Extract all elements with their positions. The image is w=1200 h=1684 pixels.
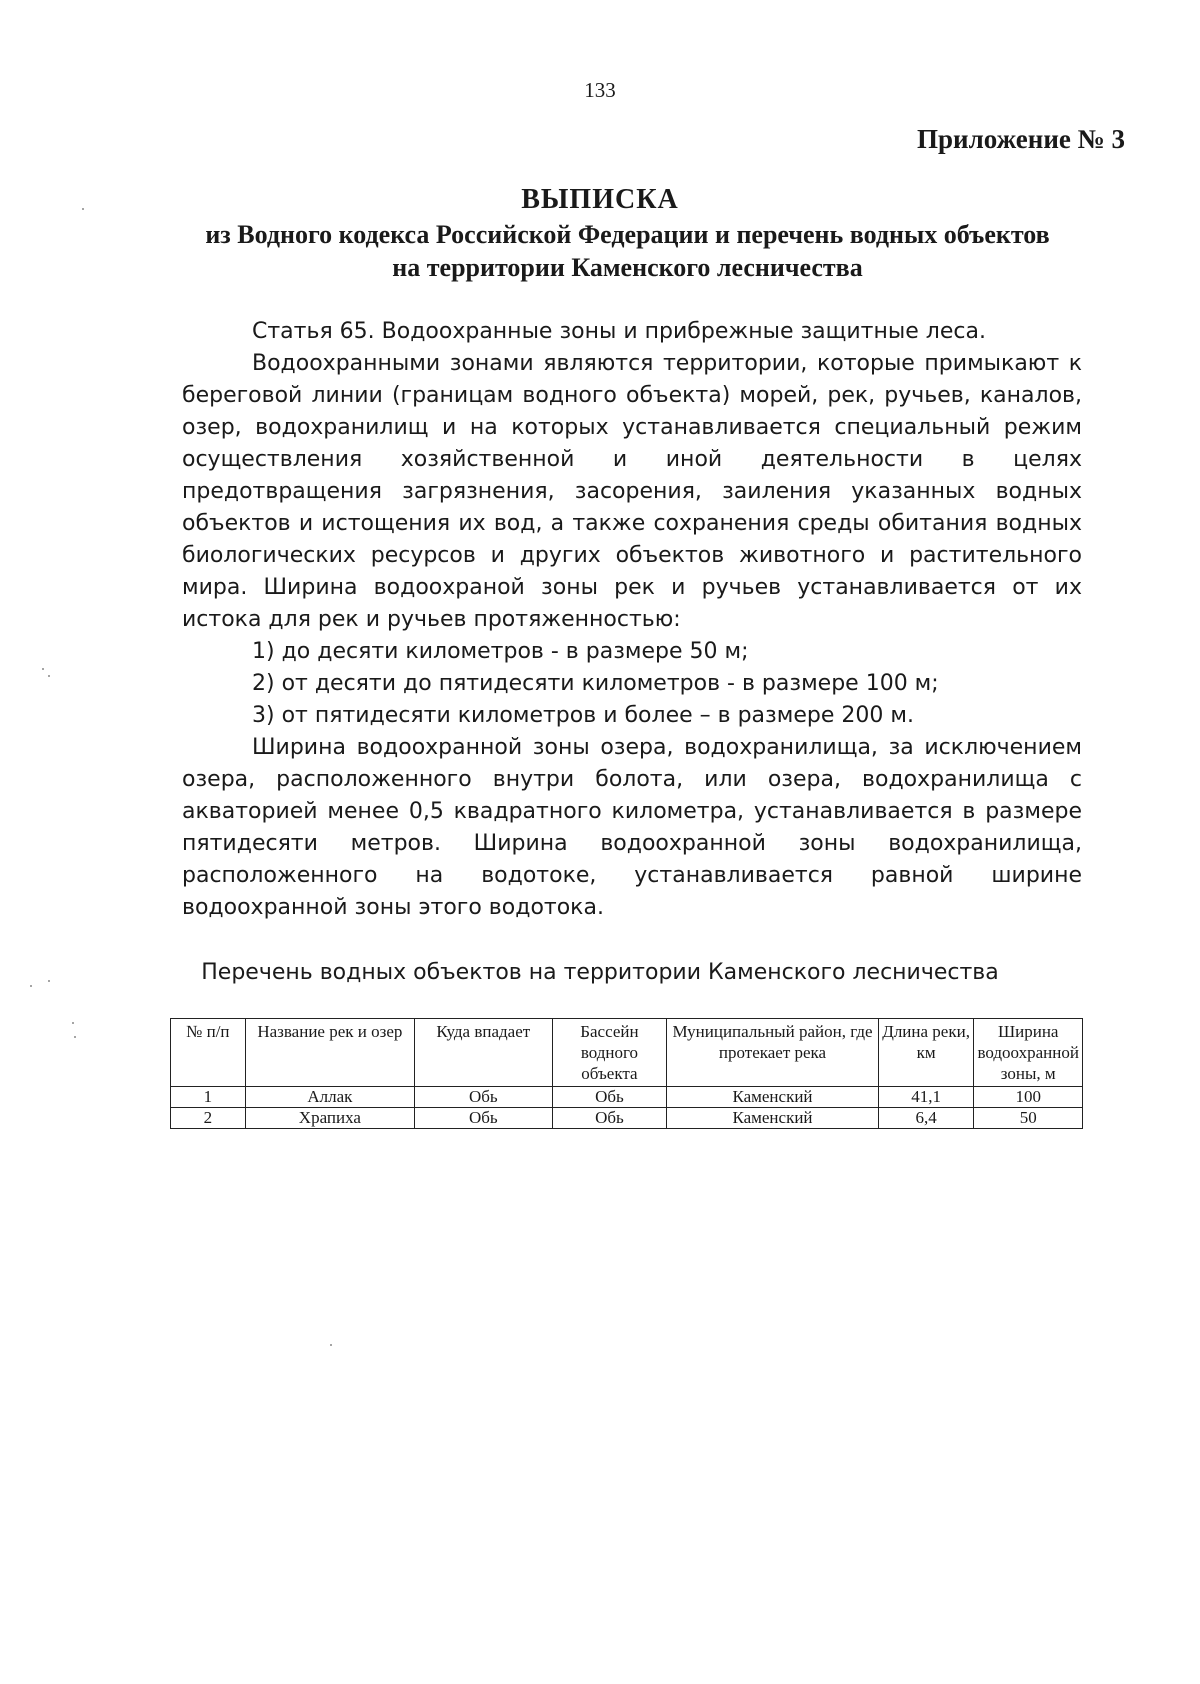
scan-speck	[74, 1036, 76, 1038]
header-basin: Бассейн водного объекта	[552, 1019, 667, 1087]
cell-zone-width: 100	[974, 1087, 1083, 1108]
cell-district: Каменский	[667, 1108, 878, 1129]
cell-district: Каменский	[667, 1087, 878, 1108]
cell-length: 6,4	[878, 1108, 974, 1129]
scan-speck	[48, 675, 50, 677]
cell-basin: Обь	[552, 1108, 667, 1129]
table-row	[171, 1087, 1083, 1108]
scan-speck	[72, 1022, 74, 1024]
header-flows-into: Куда впадает	[415, 1019, 553, 1087]
document-title: ВЫПИСКА	[521, 184, 679, 215]
appendix-label: Приложение № 3	[917, 124, 1125, 154]
article-heading: Статья 65. Водоохранные зоны и прибрежные защитные леса.	[252, 319, 986, 344]
document-subtitle	[160, 218, 1095, 284]
page-number: 133	[584, 78, 616, 102]
cell-name: Храпиха	[245, 1108, 414, 1129]
header-district: Муниципальный район, где протекает река	[667, 1019, 878, 1087]
list-item-3: 3) от пятидесяти километров и более – в размере 200 м.	[252, 703, 914, 728]
paragraph-2: Ширина водоохранной зоны озера, водохранилища, за исключением озера, расположенного внутри болота, или озера, водохранилища с акваторией менее 0,5 квадратного километра, устанавливается в размере пятидесяти метров. Ширина водоохранной зоны водохранилища, расположенного на водотоке, устанавливается равной ширине водоохранной зоны этого водотока.	[182, 735, 1082, 920]
water-objects-table	[170, 1018, 1083, 1129]
paragraph-1: Водоохранными зонами являются территории, которые примыкают к береговой линии (границам водного объекта) морей, рек, ручьев, каналов, озер, водохранилищ и на которых устанавливается специальный режим осуществления хозяйственной и иной деятельности в целях предотвращения загрязнения, засорения, заиления указанных водных объектов и истощения их вод, а также сохранения среды обитания водных биологических ресурсов и других объектов животного и растительного мира. Ширина водоохраной зоны рек и ручьев устанавливается от их истока для рек и ручьев протяженностью:	[182, 351, 1082, 632]
header-number: № п/п	[171, 1019, 246, 1087]
cell-number: 2	[171, 1108, 246, 1129]
header-length: Длина реки, км	[878, 1019, 974, 1087]
cell-basin: Обь	[552, 1087, 667, 1108]
list-item-2: 2) от десяти до пятидесяти километров - в размере 100 м;	[252, 671, 939, 696]
scan-speck	[42, 668, 44, 670]
scan-speck	[48, 980, 50, 982]
cell-length: 41,1	[878, 1087, 974, 1108]
subtitle-line-1: из Водного кодекса Российской Федерации и перечень водных объектов	[205, 220, 1050, 249]
list-item-1: 1) до десяти километров - в размере 50 м;	[252, 639, 749, 664]
table-header-row	[171, 1019, 1083, 1087]
table-row	[171, 1108, 1083, 1129]
scan-speck	[30, 985, 32, 987]
cell-number: 1	[171, 1087, 246, 1108]
header-name: Название рек и озер	[245, 1019, 414, 1087]
header-zone-width: Ширина водоохранной зоны, м	[974, 1019, 1083, 1087]
article-body	[182, 316, 1082, 924]
subtitle-line-2: на территории Каменского лесничества	[392, 253, 863, 282]
cell-flows-into: Обь	[415, 1087, 553, 1108]
scan-speck	[82, 208, 84, 210]
scan-speck	[330, 1344, 332, 1346]
cell-name: Аллак	[245, 1087, 414, 1108]
table-title: Перечень водных объектов на территории Каменского лесничества	[201, 960, 999, 985]
cell-flows-into: Обь	[415, 1108, 553, 1129]
cell-zone-width: 50	[974, 1108, 1083, 1129]
